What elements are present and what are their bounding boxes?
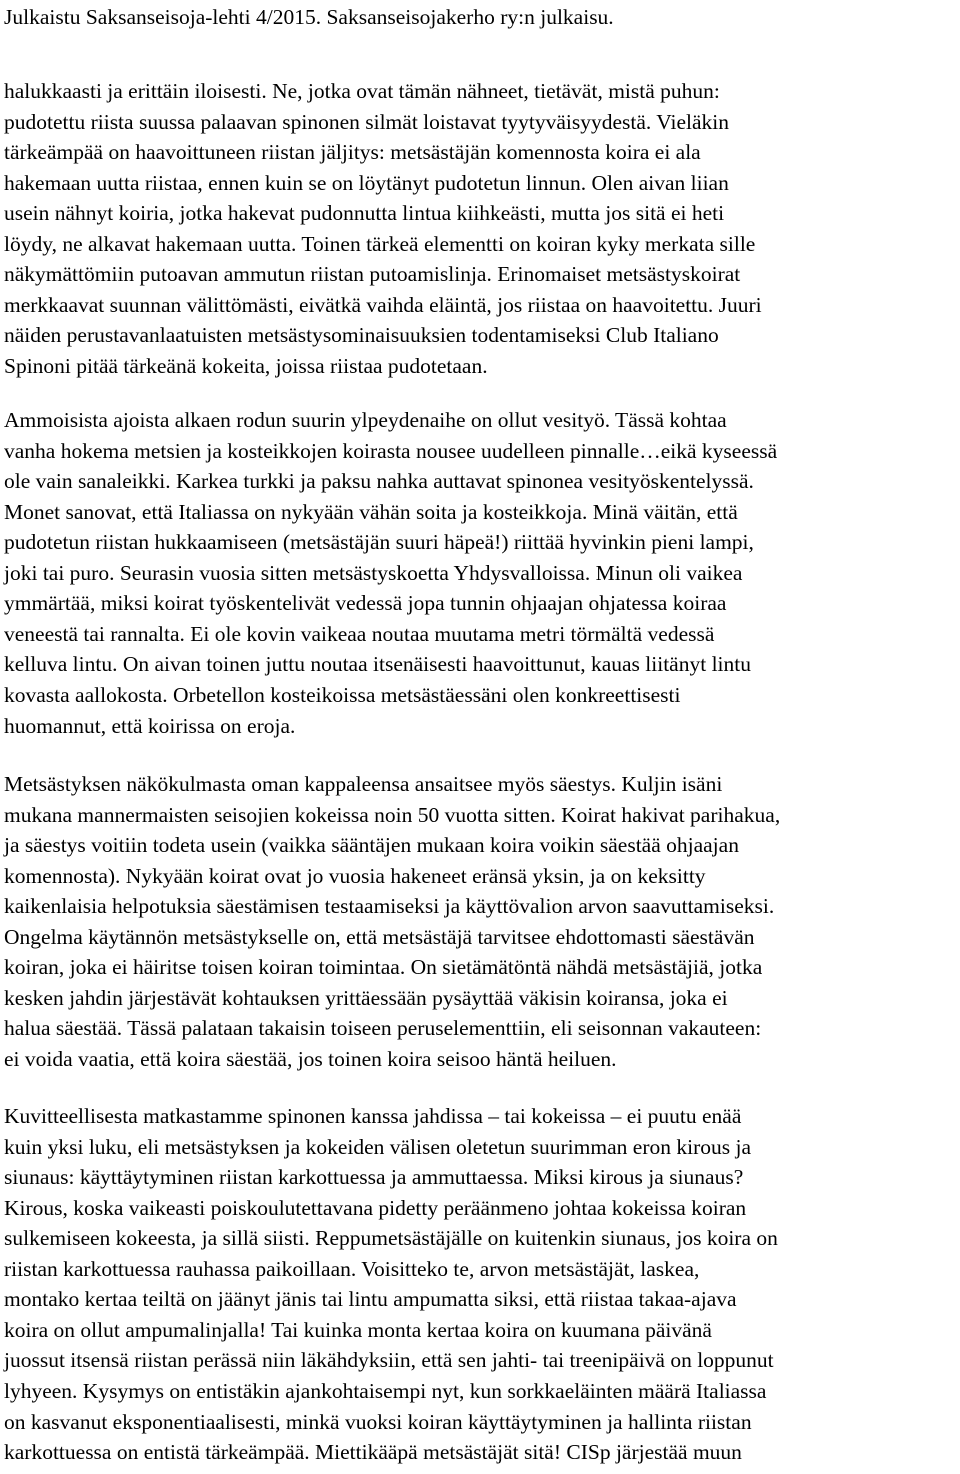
text-line: löydy, ne alkavat hakemaan uutta. Toinen tärkeä elementti on koiran kyky merkata sille (4, 231, 756, 256)
text-line: hakemaan uutta riistaa, ennen kuin se on löytänyt pudotetun linnun. Olen aivan liian (4, 170, 729, 195)
text-line: pudotetun riistan hukkaamiseen (metsästäjän suuri häpeä!) riittää hyvinkin pieni lampi, (4, 530, 754, 555)
text-line: ja säestys voitiin todeta usein (vaikka sääntäjen mukaan koira voikin säestää ohjaajan (4, 833, 739, 858)
text-line: montako kertaa teiltä on jäänyt jänis tai lintu ampumatta siksi, että riistaa takaa-ajava (4, 1287, 737, 1312)
text-line: halukkaasti ja erittäin iloisesti. Ne, jotka ovat tämän nähneet, tietävät, mistä puhun: (4, 79, 720, 103)
text-line: ole vain sanaleikki. Karkea turkki ja paksu nahka auttavat spinonea vesityöskentelyssä. (4, 469, 754, 494)
text-line: siunaus: käyttäytyminen riistan karkottuessa ja ammuttaessa. Miksi kirous ja siunaus? (4, 1165, 744, 1190)
text-line: Kirous, koska vaikeasti poiskoulutettavana pidetty peräänmeno johtaa kokeissa koiran (4, 1195, 747, 1220)
text-line: kuin yksi luku, eli metsästyksen ja kokeiden välisen oletetun suurimman eron kirous ja (4, 1134, 751, 1159)
text-line: pudotettu riista suussa palaavan spinonen silmät loistavat tyytyväisyydestä. Vieläkin (4, 109, 730, 134)
text-line: lyhyeen. Kysymys on entistäkin ajankohtaisempi nyt, kun sorkkaeläinten määrä Italiassa (4, 1378, 767, 1403)
text-line: karkottuessa on entistä tärkeämpää. Miettikääpä metsästäjät sitä! CISp järjestää muun (4, 1440, 742, 1465)
text-line: Kuvitteellisesta matkastamme spinonen kanssa jahdissa – tai kokeissa – ei puutu enää (4, 1104, 742, 1128)
text-line: tärkeämpää on haavoittuneen riistan jäljitys: metsästäjän komennosta koira ei ala (4, 140, 701, 165)
text-line: veneestä tai rannalta. Ei ole kovin vaikeaa noutaa muutama metri törmältä vedessä (4, 621, 715, 646)
text-line: halua säestää. Tässä palataan takaisin toiseen peruselementtiin, eli seisonnan vakauteen: (4, 1016, 762, 1041)
text-line: ei voida vaatia, että koira säestää, jos toinen koira seisoo häntä heiluen. (4, 1046, 617, 1071)
text-line: merkkaavat suunnan välittömästi, eivätkä vaihda eläintä, jos riistaa on haavoitettu. Juuri (4, 292, 762, 317)
text-line: Ongelma käytännön metsästykselle on, että metsästäjä tarvitsee ehdottomasti säestävän (4, 924, 755, 949)
text-line: riistan karkottuessa rauhassa paikoillaan. Voisitteko te, arvon metsästäjät, laskea, (4, 1256, 700, 1281)
text-line: koira on ollut ampumalinjalla! Tai kuinka monta kertaa koira on kuumana päivänä (4, 1317, 712, 1342)
text-line: koiran, joka ei häiritse toisen koiran toimintaa. On sietämätöntä nähdä metsästäjiä, jotka (4, 955, 763, 980)
text-line: juossut itsensä riistan perässä niin läkähdyksiin, että sen jahti- tai treenipäivä on loppunut (4, 1348, 774, 1373)
text-line: Metsästyksen näkökulmasta oman kappaleensa ansaitsee myös säestys. Kuljin isäni (4, 772, 723, 796)
text-line: kesken jahdin järjestävät kohtauksen yrittäessään pysäyttää väkisin koiransa, joka ei (4, 985, 728, 1010)
text-line: Monet sanovat, että Italiassa on nykyään vähän soita ja kosteikkoja. Minä väitän, että (4, 499, 738, 524)
text-line: näiden perustavanlaatuisten metsästysominaisuuksien todentamiseksi Club Italiano (4, 323, 719, 348)
text-line: kelluva lintu. On aivan toinen juttu noutaa itsenäisesti haavoittunut, kauas liitänyt lintu (4, 652, 751, 677)
text-line: Ammoisista ajoista alkaen rodun suurin ylpeydenaihe on ollut vesityö. Tässä kohtaa (4, 408, 727, 432)
text-line: komennosta). Nykyään koirat ovat jo vuosia hakeneet eränsä yksin, ja on keksitty (4, 863, 706, 888)
text-line: on kasvanut eksponentiaalisesti, minkä vuoksi koiran käyttäytyminen ja hallinta riistan (4, 1409, 752, 1434)
text-line: joki tai puro. Seurasin vuosia sitten metsästyskoetta Yhdysvalloissa. Minun oli vaikea (4, 560, 743, 585)
text-line: kovasta aallokosta. Orbetellon kosteikoissa metsästäessäni olen konkreettisesti (4, 682, 681, 707)
text-line: usein nähnyt koiria, jotka hakevat pudonnutta lintua kiihkeästi, mutta jos sitä ei heti (4, 201, 725, 226)
text-line: ymmärtää, miksi koirat työskentelivät vedessä jopa tunnin ohjaajan ohjatessa koiraa (4, 591, 727, 616)
text-line: huomannut, että koirissa on eroja. (4, 713, 296, 738)
publication-header: Julkaistu Saksanseisoja-lehti 4/2015. Saksanseisojakerho ry:n julkaisu. (4, 5, 614, 29)
text-line: sulkemiseen kokeesta, ja sillä siisti. Reppumetsästäjälle on kuitenkin siunaus, jos koira on (4, 1226, 778, 1251)
text-line: näkymättömiin putoavan ammutun riistan putoamislinja. Erinomaiset metsästyskoirat (4, 262, 741, 287)
text-line: vanha hokema metsien ja kosteikkojen koirasta nousee uudelleen pinnalle…eikä kyseessä (4, 438, 778, 463)
text-line: mukana mannermaisten seisojien kokeissa noin 50 vuotta sitten. Koirat hakivat parihakua, (4, 802, 781, 827)
text-line: kaikenlaisia helpotuksia säestämisen testaamiseksi ja käyttövalion arvon saavuttamiseksi. (4, 894, 775, 919)
text-line: Spinoni pitää tärkeänä kokeita, joissa riistaa pudotetaan. (4, 353, 488, 378)
